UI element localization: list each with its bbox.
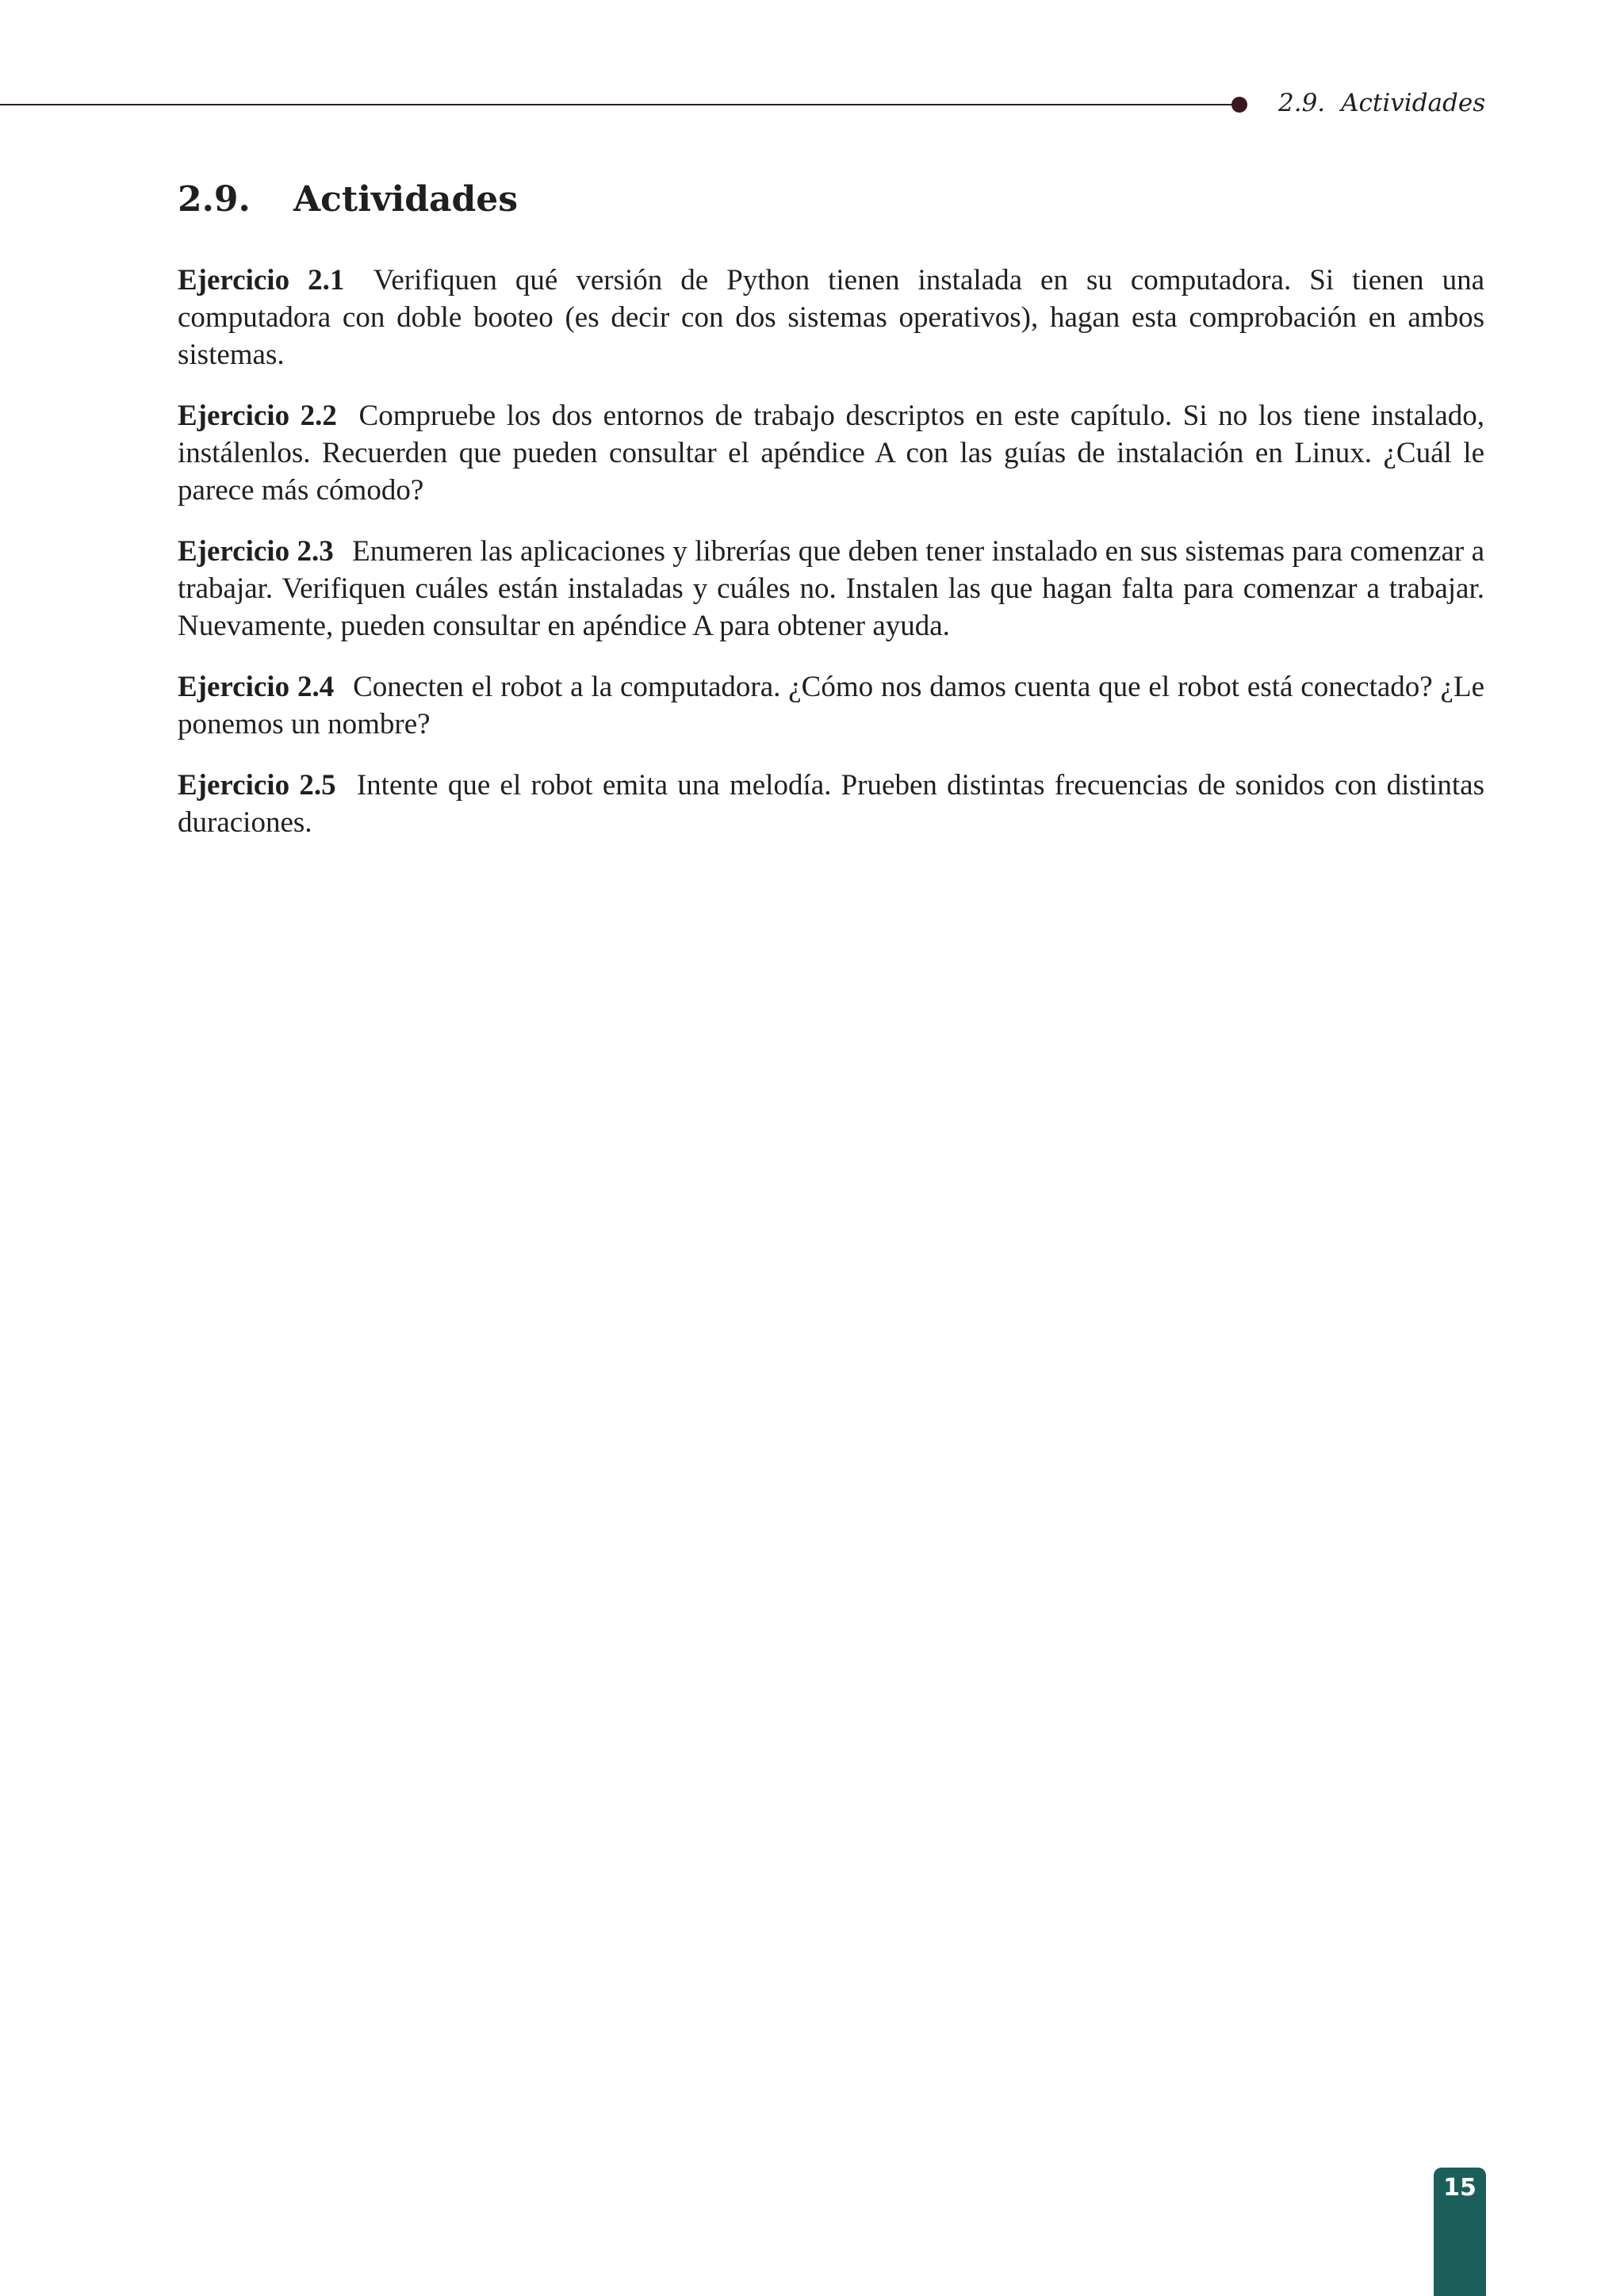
page-number: 15 [1443, 2174, 1477, 2202]
exercise-2-1 [178, 262, 1484, 373]
exercise-2-3 [178, 533, 1484, 645]
exercise-2-2 [178, 397, 1484, 509]
section-heading [178, 176, 518, 224]
exercise-label: Ejercicio 2.1 [178, 264, 345, 297]
exercise-2-5 [178, 767, 1484, 841]
exercise-list [178, 262, 1484, 865]
header-rule [0, 104, 1239, 105]
exercise-text: Verifiquen qué versión de Python tienen instalada en su computadora. Si tienen una computadora con doble booteo (es decir con dos sistemas operativos), hagan esta comprobación en ambos sistemas. [178, 264, 1484, 371]
section-title: Actividades [293, 179, 519, 220]
running-head-section-number: 2.9. [1278, 89, 1326, 117]
exercise-text: Intente que el robot emita una melodía. Prueben distintas frecuencias de sonidos con distintas duraciones. [178, 769, 1484, 839]
section-number: 2.9. [178, 179, 251, 220]
exercise-label: Ejercicio 2.4 [178, 671, 335, 703]
exercise-text: Conecten el robot a la computadora. ¿Cómo nos damos cuenta que el robot está conectado? ¿Le ponemos un nombre? [178, 671, 1484, 740]
running-head-section-title: Actividades [1341, 89, 1486, 117]
exercise-label: Ejercicio 2.5 [178, 769, 336, 802]
exercise-2-4 [178, 668, 1484, 743]
exercise-text: Enumeren las aplicaciones y librerías que deben tener instalado en sus sistemas para comenzar a trabajar. Verifiquen cuáles están instaladas y cuáles no. Instalen las que hagan falta para comenzar a trabajar. Nuevamente, pueden consultar en apéndice A para obtener ayuda. [178, 535, 1484, 642]
header-dot-ornament [1231, 97, 1247, 113]
exercise-text: Compruebe los dos entornos de trabajo descriptos en este capítulo. Si no los tiene instalado, instálenlos. Recuerden que pueden consultar el apéndice A con las guías de instalación en Linux. ¿Cuál le parece más cómodo? [178, 400, 1484, 507]
running-head [1278, 89, 1485, 117]
exercise-label: Ejercicio 2.2 [178, 400, 337, 432]
exercise-label: Ejercicio 2.3 [178, 535, 334, 568]
